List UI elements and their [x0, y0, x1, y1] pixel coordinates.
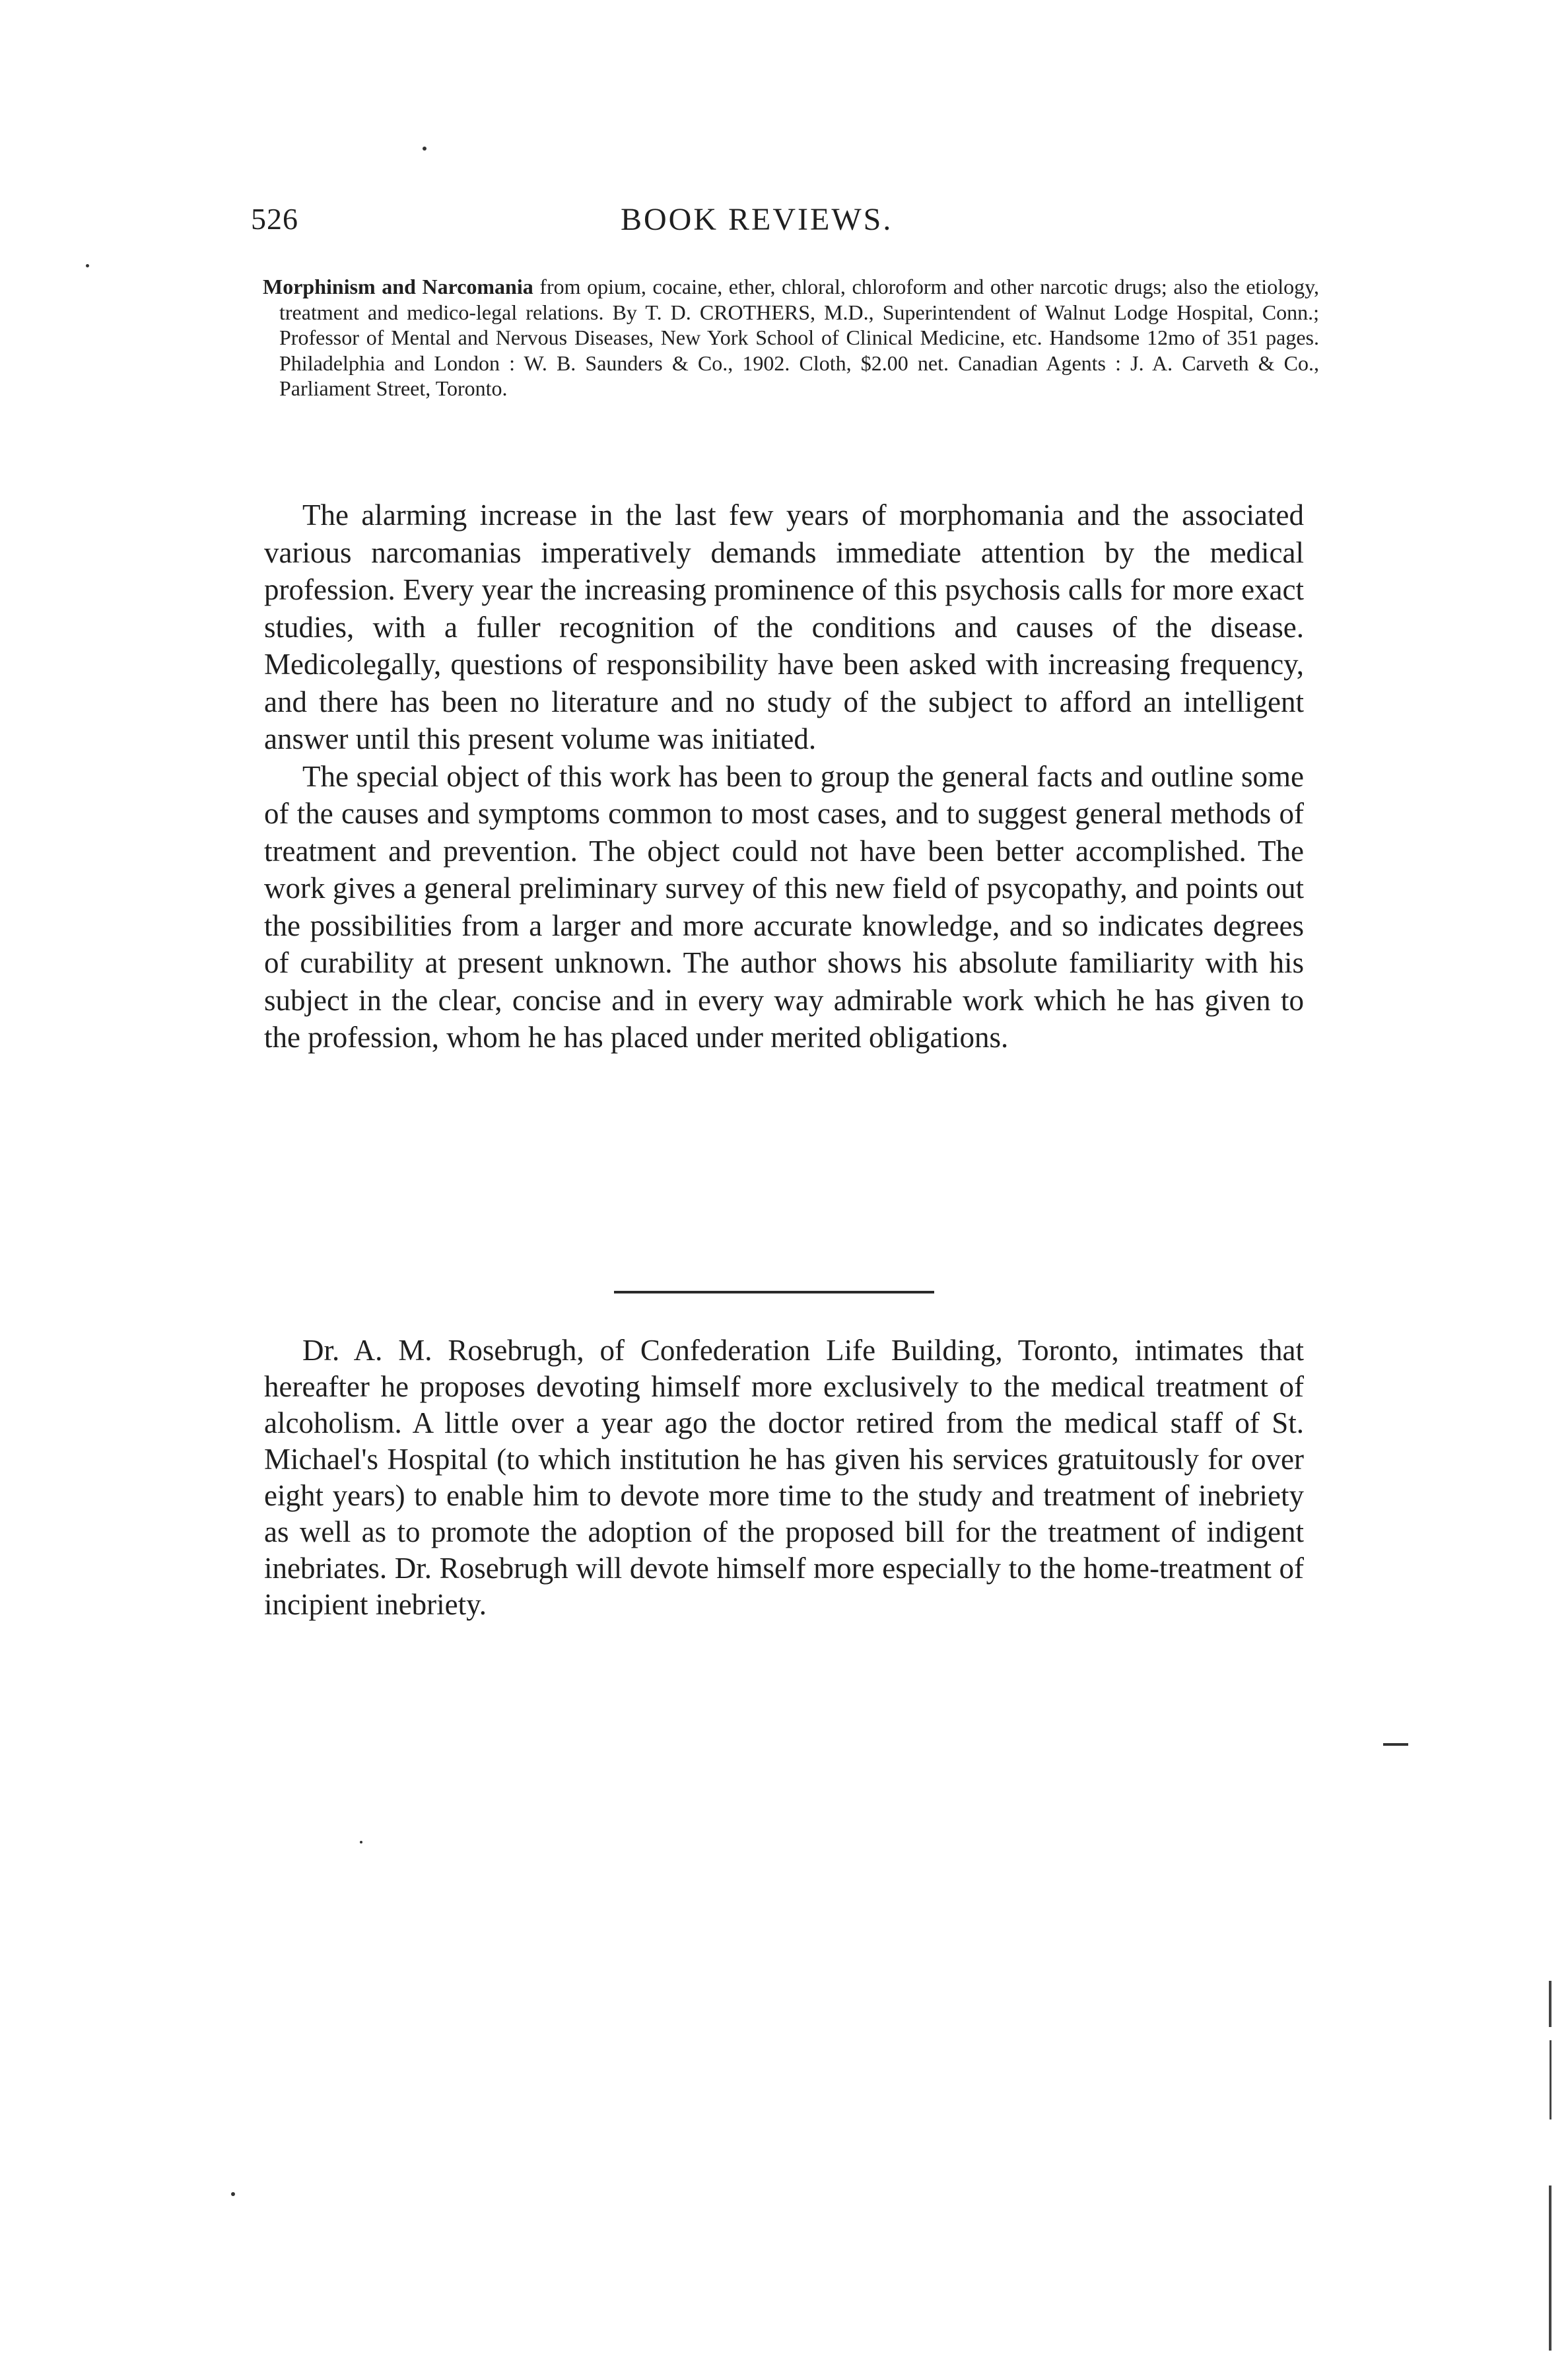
- book-details: from opium, cocaine, ether, chloral, chloroform and other narcotic drugs; also the etiology, treatment and medico-legal relations. By T. D. CROTHERS, M.D., Superintendent of Walnut Lodge Hospital, Conn.; Professor of Mental and Nervous Diseases, New York School of Clinical Medicine, etc. Handsome 12mo of 351 pages. Philadelphia and London : W. B. Saunders & Co., 1902. Cloth, $2.00 net. Canadian Agents : J. A. Carveth & Co., Parliament Street, Toronto.: [279, 275, 1320, 400]
- scan-speck: [423, 147, 426, 151]
- notice-paragraph: Dr. A. M. Rosebrugh, of Confederation Life Building, Toronto, intimates that hereafter he proposes devoting himself more exclusively to the medical treatment of alcoholism. A little over a year ago the doctor retired from the medical staff of St. Michael's Hospital (to which institution he has given his services gratuitously for over eight years) to enable him to devote more time to the study and treatment of inebriety as well as to promote the adoption of the proposed bill for the treatment of indigent inebriates. Dr. Rosebrugh will devote himself more especially to the home-treatment of incipient inebriety.: [264, 1334, 1304, 1621]
- book-title: Morphinism and Narcomania: [263, 275, 533, 298]
- page-number: 526: [251, 202, 298, 236]
- scan-edge-mark: [1549, 1981, 1551, 2027]
- book-citation: [263, 274, 1319, 401]
- review-paragraph-1: The alarming increase in the last few years of morphomania and the associated various narcomanias imperatively demands immediate attention by the medical profession. Every year the increasing prominence of this psychosis calls for more exact studies, with a fuller recognition of the conditions and causes of the disease. Medicolegally, questions of responsibility have been asked with increasing frequency, and there has been no literature and no study of the subject to afford an intelligent answer until this present volume was initiated.: [264, 499, 1304, 755]
- review-paragraph-2: The special object of this work has been to group the general facts and outline some of the causes and symptoms common to most cases, and to suggest general methods of treatment and prevention. The object could not have been better accomplished. The work gives a general preliminary survey of this new field of psycopathy, and points out the possibilities from a larger and more accurate knowledge, and so indicates degrees of curability at present unknown. The author shows his absolute familiarity with his subject in the clear, concise and in every way admirable work which he has given to the profession, whom he has placed under merited obligations.: [264, 759, 1304, 1054]
- rosebrugh-notice: [264, 1332, 1304, 1623]
- scan-speck: [1383, 1743, 1408, 1746]
- scan-speck: [231, 2192, 235, 2196]
- scan-edge-mark: [1549, 2186, 1551, 2351]
- scan-speck: [86, 264, 89, 267]
- page-header: [251, 201, 1307, 241]
- running-head: BOOK REVIEWS.: [621, 202, 893, 237]
- scan-speck: [360, 1841, 362, 1843]
- section-divider: [614, 1291, 934, 1293]
- scan-edge-mark: [1550, 2040, 1551, 2119]
- review-body: [264, 497, 1304, 1056]
